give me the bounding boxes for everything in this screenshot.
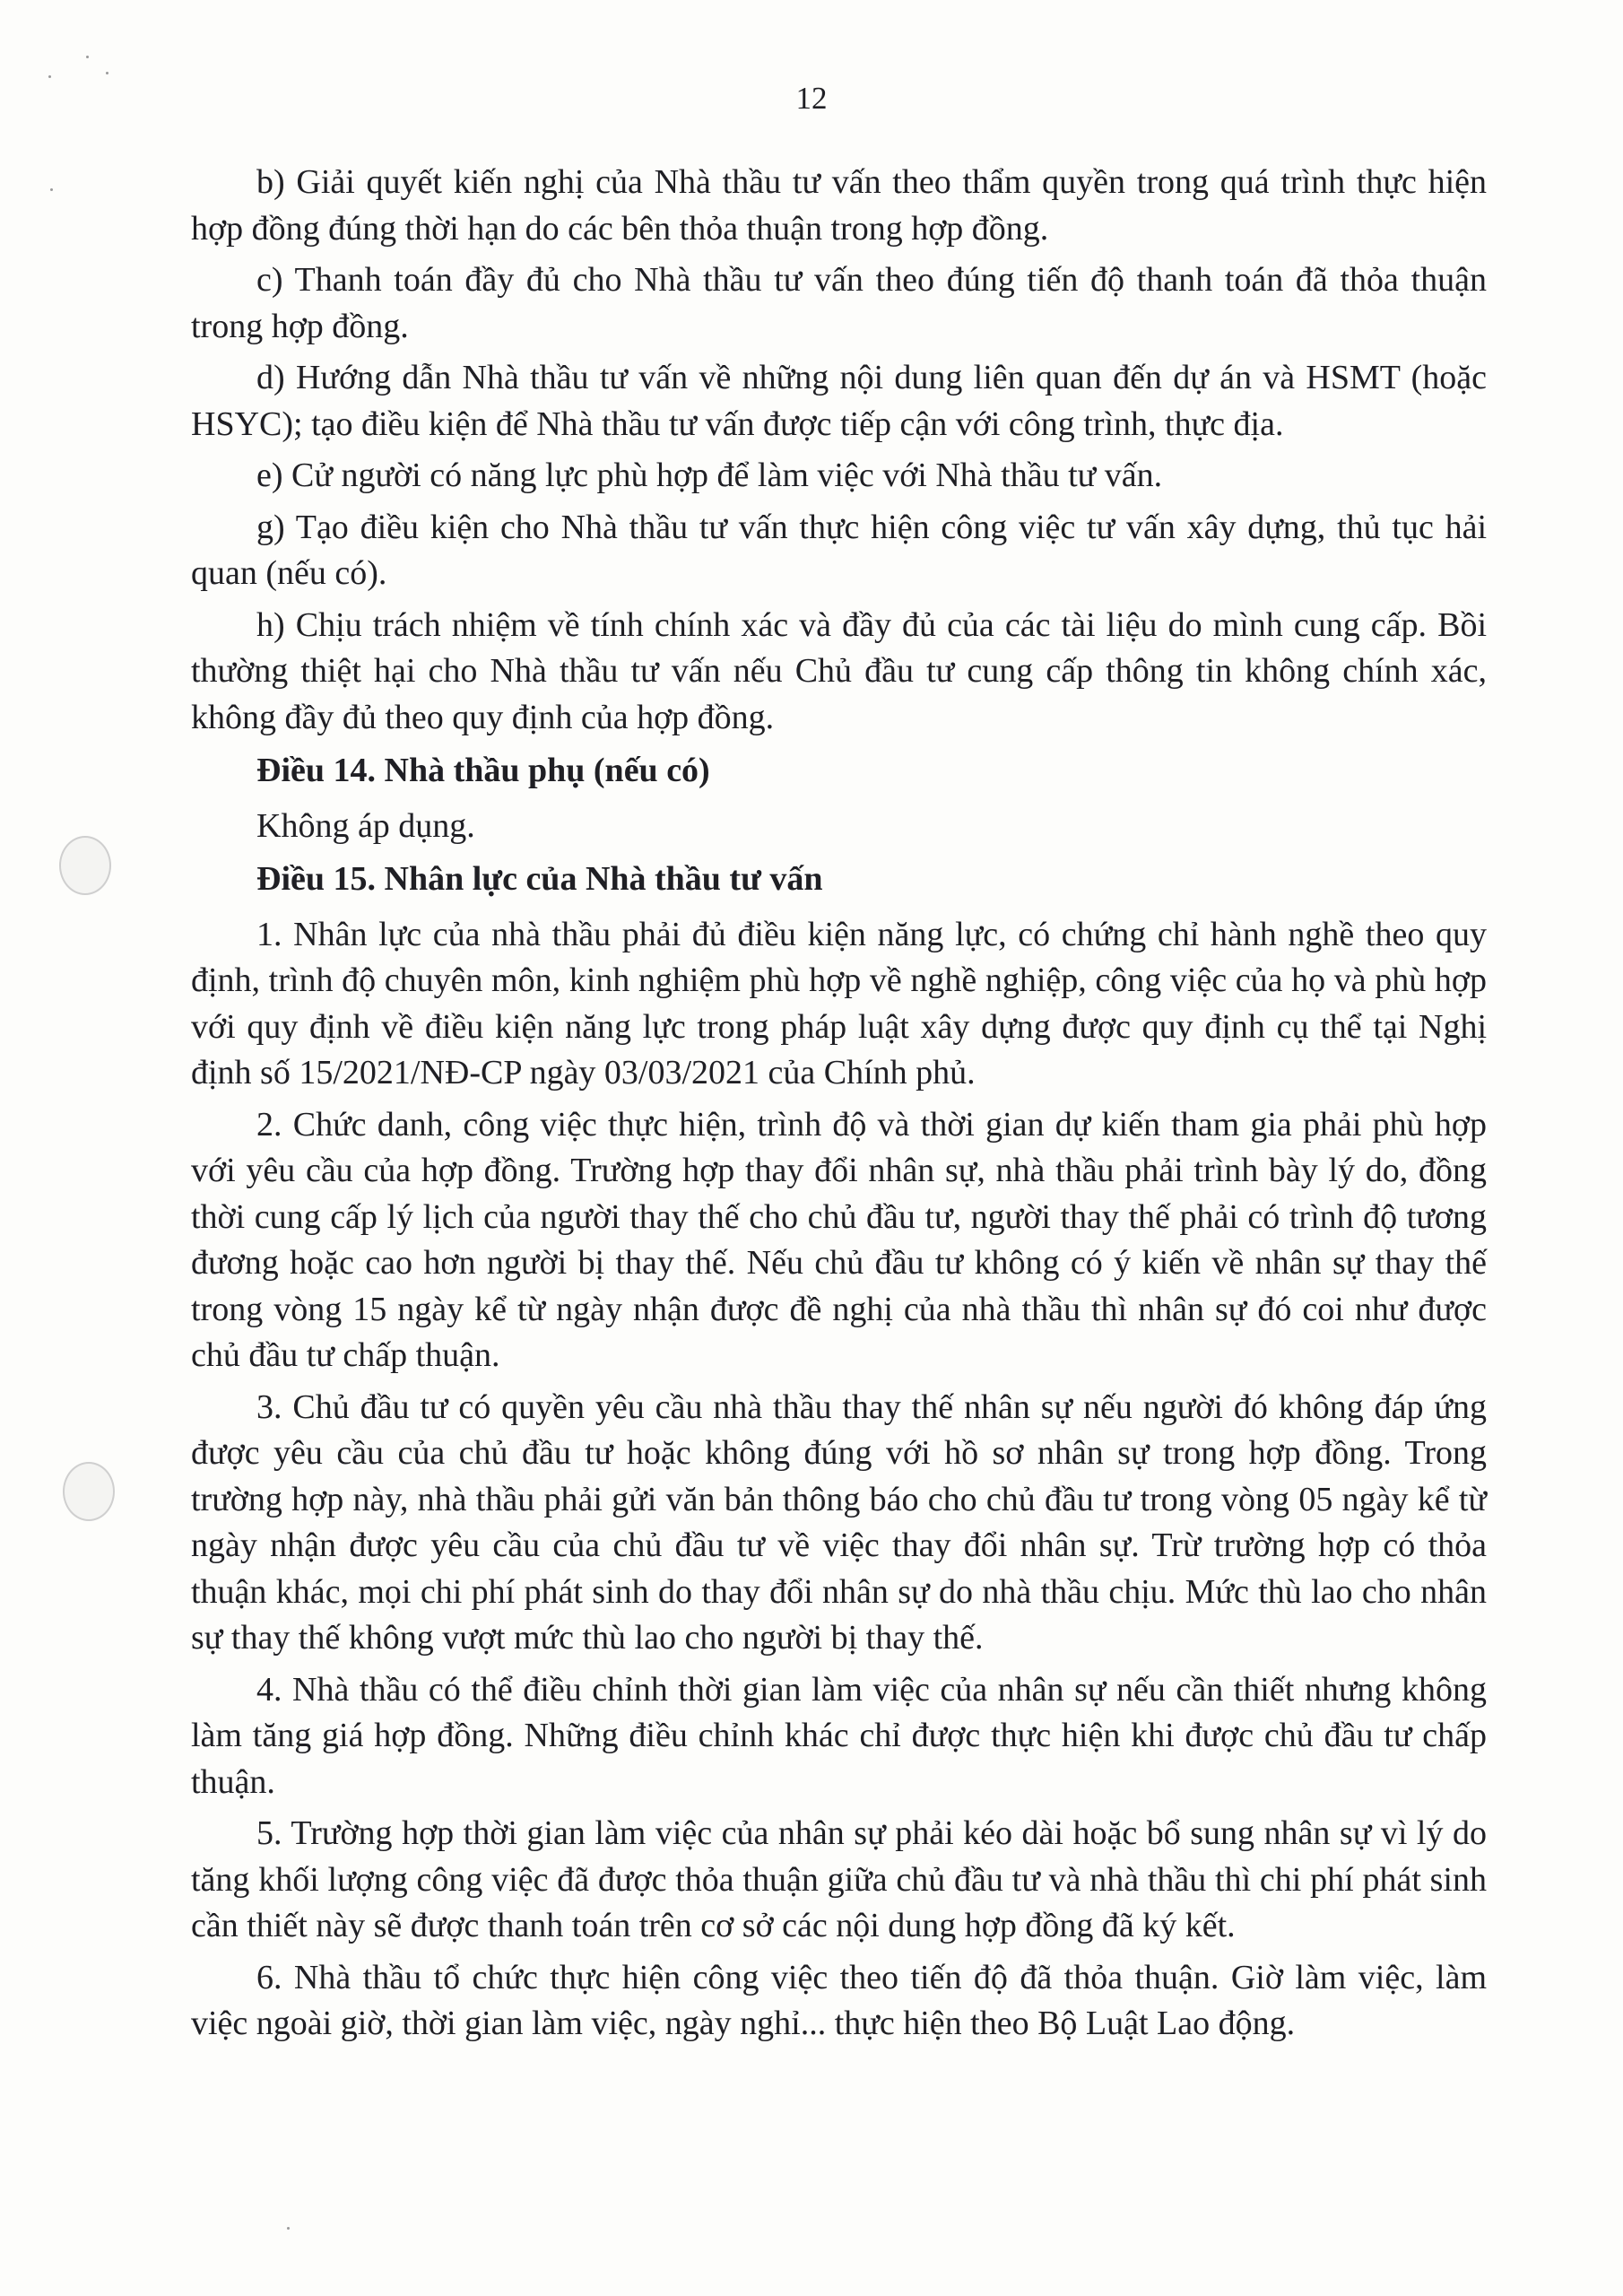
article-14-heading: Điều 14. Nhà thầu phụ (nếu có) [256,752,710,789]
clause-d: d) Hướng dẫn Nhà thầu tư vấn về những nội dung liên quan đến dự án và HSMT (hoặc HSYC); tạo điều kiện để Nhà thầu tư vấn được tiếp cận với công trình, thực địa. [191,359,1487,443]
clause-b: b) Giải quyết kiến nghị của Nhà thầu tư vấn theo thẩm quyền trong quá trình thực hiện hợp đồng đúng thời hạn do các bên thỏa thuận trong hợp đồng. [191,163,1487,248]
scan-speck [48,75,51,78]
article-15-item-2: 2. Chức danh, công việc thực hiện, trình độ và thời gian dự kiến tham gia phải phù hợp với yêu cầu của hợp đồng. Trường hợp thay đổi nhân sự, nhà thầu phải trình bày lý do, đồng thời cung cấp lý lịch của người thay thế cho chủ đầu tư, người thay thế phải có trình độ tương đương hoặc cao hơn người bị thay thế. Nếu chủ đầu tư không có ý kiến về nhân sự thay thế trong vòng 15 ngày kể từ ngày nhận được đề nghị của nhà thầu thì nhân sự đó coi như được chủ đầu tư chấp thuận. [191,1105,1487,1374]
scan-speck [287,2227,290,2230]
article-15-item-1: 1. Nhân lực của nhà thầu phải đủ điều kiện năng lực, có chứng chỉ hành nghề theo quy định, trình độ chuyên môn, kinh nghiệm phù hợp về nghề nghiệp, công việc của họ và phù hợp với quy định về điều kiện năng lực trong pháp luật xây dựng được quy định cụ thể tại Nghị định số 15/2021/NĐ-CP ngày 03/03/2021 của Chính phủ. [191,915,1487,1091]
article-15-item-3: 3. Chủ đầu tư có quyền yêu cầu nhà thầu thay thế nhân sự nếu người đó không đáp ứng được yêu cầu của chủ đầu tư hoặc không đúng với hồ sơ nhân sự trong hợp đồng. Trong trường hợp này, nhà thầu phải gửi văn bản thông báo cho chủ đầu tư trong vòng 05 ngày kể từ ngày nhận được yêu cầu của chủ đầu tư về việc thay đổi nhân sự. Trừ trường hợp có thỏa thuận khác, mọi chi phí phát sinh do thay đổi nhân sự do nhà thầu chịu. Mức thù lao cho nhân sự thay thế không vượt mức thù lao cho người bị thay thế. [191,1387,1487,1657]
clause-c: c) Thanh toán đầy đủ cho Nhà thầu tư vấn theo đúng tiến độ thanh toán đã thỏa thuận trong hợp đồng. [191,261,1487,345]
clause-e: e) Cử người có năng lực phù hợp để làm việc với Nhà thầu tư vấn. [256,457,1163,494]
article-15-item-4: 4. Nhà thầu có thể điều chỉnh thời gian làm việc của nhân sự nếu cần thiết nhưng không làm tăng giá hợp đồng. Những điều chỉnh khác chỉ được thực hiện khi được chủ đầu tư chấp thuận. [191,1670,1487,1801]
article-15-item-5: 5. Trường hợp thời gian làm việc của nhân sự phải kéo dài hoặc bổ sung nhân sự vì lý do tăng khối lượng công việc đã được thỏa thuận giữa chủ đầu tư và nhà thầu thì chi phí phát sinh cần thiết này sẽ được thanh toán trên cơ sở các nội dung hợp đồng đã ký kết. [191,1814,1487,1944]
clause-h: h) Chịu trách nhiệm về tính chính xác và đầy đủ của các tài liệu do mình cung cấp. Bồi thường thiệt hại cho Nhà thầu tư vấn nếu Chủ đầu tư cung cấp thông tin không chính xác, không đầy đủ theo quy định của hợp đồng. [191,605,1487,736]
article-15-item-6: 6. Nhà thầu tổ chức thực hiện công việc theo tiến độ đã thỏa thuận. Giờ làm việc, làm việc ngoài giờ, thời gian làm việc, ngày nghỉ... thực hiện theo Bộ Luật Lao động. [191,1958,1487,2042]
punch-hole-upper [59,836,111,895]
scan-speck [50,188,53,191]
scan-speck [86,56,89,58]
article-14-body: Không áp dụng. [256,806,475,845]
article-15-heading: Điều 15. Nhân lực của Nhà thầu tư vấn [256,860,823,898]
scan-speck [106,72,108,74]
clause-g: g) Tạo điều kiện cho Nhà thầu tư vấn thực hiện công việc tư vấn xây dựng, thủ tục hải quan (nếu có). [191,508,1487,592]
page-number: 12 [795,81,828,116]
punch-hole-lower [63,1462,115,1521]
document-body [191,160,1487,2053]
